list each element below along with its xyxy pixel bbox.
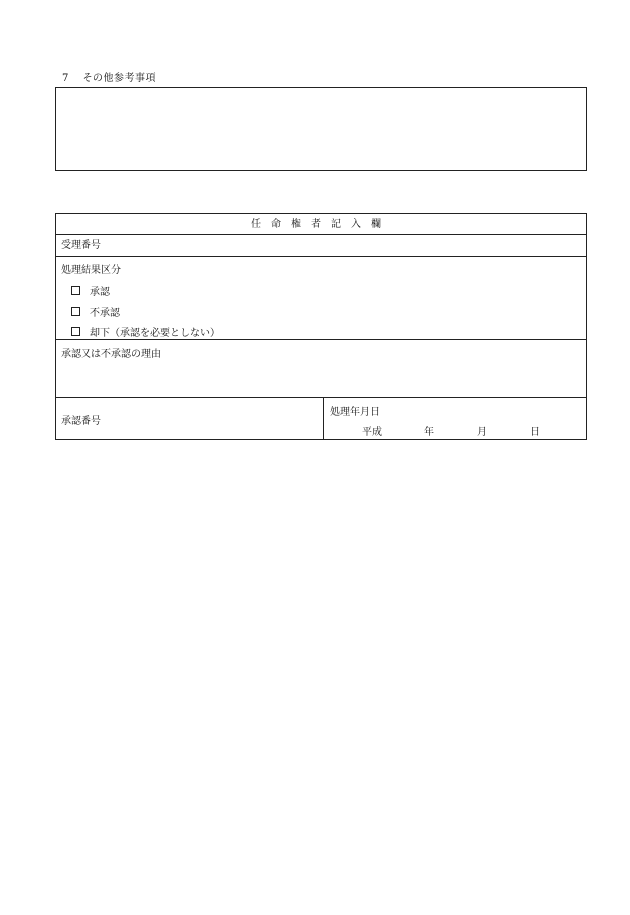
checkbox-not-approved[interactable] <box>71 307 80 316</box>
approval-number-cell[interactable] <box>56 398 324 439</box>
option-approved[interactable] <box>71 283 110 298</box>
section-title-text: その他参考事項 <box>82 73 157 84</box>
date-day-unit: 日 <box>530 427 540 438</box>
section-7-title <box>62 69 156 84</box>
approval-number-label: 承認番号 <box>61 416 101 427</box>
result-category-row <box>56 257 586 340</box>
option-not-approved[interactable] <box>71 304 120 319</box>
option-rejected[interactable] <box>71 324 220 339</box>
section-number: 7 <box>62 73 69 84</box>
date-year-unit: 年 <box>424 427 434 438</box>
reason-row[interactable] <box>56 340 586 398</box>
processing-date-label: 処理年月日 <box>330 407 380 418</box>
table-header: 任命権者記入欄 <box>56 214 586 235</box>
option-not-approved-label: 不承認 <box>90 308 120 319</box>
processing-date-cell[interactable] <box>324 398 588 439</box>
receipt-number-label: 受理番号 <box>61 240 101 251</box>
checkbox-rejected[interactable] <box>71 327 80 336</box>
date-era: 平成 <box>362 427 382 438</box>
option-approved-label: 承認 <box>90 287 110 298</box>
reason-label: 承認又は不承認の理由 <box>61 349 161 360</box>
approval-date-row <box>56 398 586 439</box>
receipt-number-row[interactable] <box>56 235 586 257</box>
result-category-label: 処理結果区分 <box>61 265 121 276</box>
checkbox-approved[interactable] <box>71 286 80 295</box>
other-notes-field[interactable] <box>55 87 587 171</box>
option-rejected-label: 却下（承認を必要としない） <box>90 328 220 339</box>
date-month-unit: 月 <box>477 427 487 438</box>
appointing-authority-table <box>55 213 587 440</box>
